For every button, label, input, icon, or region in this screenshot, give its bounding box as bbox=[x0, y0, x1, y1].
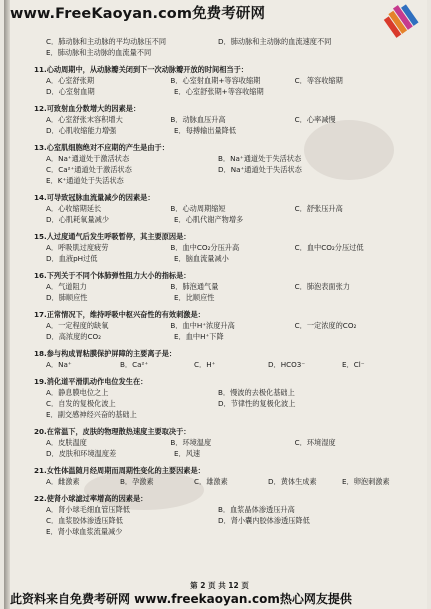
answer-option: A．皮肤温度 bbox=[46, 438, 87, 447]
answer-option: A．一定程度的缺氧 bbox=[46, 321, 109, 330]
answer-option: B．Ca²⁺ bbox=[120, 360, 149, 369]
answer-option: B．孕激素 bbox=[120, 477, 154, 486]
answer-option: E．卵泡刺激素 bbox=[342, 477, 390, 486]
answer-option: A．Na⁺ bbox=[46, 360, 72, 369]
question-stem: 22.使肾小球滤过率增高的因素是： bbox=[34, 494, 148, 503]
answer-option: A．Na⁺通道处于激活状态 bbox=[46, 154, 130, 163]
option-row bbox=[34, 281, 419, 292]
answer-option: A．心室舒张期 bbox=[46, 76, 95, 85]
answer-option: D．高浓度的CO₂ bbox=[46, 332, 102, 341]
answer-option: B．心室射血期+等容收缩期 bbox=[170, 76, 261, 85]
answer-option: E．肾小球血浆流量减少 bbox=[46, 527, 123, 536]
option-row bbox=[34, 526, 419, 537]
answer-option: B．血浆晶体渗透压升高 bbox=[218, 505, 295, 514]
answer-option: D．肾小囊内胶体渗透压降低 bbox=[218, 516, 310, 525]
exam-page bbox=[4, 0, 427, 609]
question-block bbox=[34, 493, 419, 537]
answer-option: D．Na⁺通道处于失活状态 bbox=[218, 165, 302, 174]
question-stem: 16.下列关于不同个体肺弹性阻力大小的指标是： bbox=[34, 271, 191, 280]
answer-option: E．比顺应性 bbox=[174, 293, 215, 302]
answer-option: C．等容收缩期 bbox=[294, 76, 343, 85]
answer-option: A．心室舒张末容积增大 bbox=[46, 115, 123, 124]
question-block bbox=[34, 465, 419, 487]
option-row bbox=[34, 409, 419, 420]
header-watermark: www.FreeKaoyan.com免费考研网 bbox=[10, 6, 266, 22]
question-stem: 11.心动周期中，从动脉瓣关闭到下一次动脉瓣开放的时间相当于： bbox=[34, 65, 248, 74]
answer-option: E．心肌代谢产物增多 bbox=[174, 215, 244, 224]
question-block bbox=[34, 348, 419, 370]
question-stem: 21.女性体温随月经周期而周期性变化的主要因素是： bbox=[34, 466, 205, 475]
answer-option: E．K⁺通道处于失活状态 bbox=[46, 176, 124, 185]
page-number: 第 2 页 共 12 页 bbox=[190, 581, 249, 590]
question-block bbox=[34, 309, 419, 342]
answer-option: E．脑血流量减小 bbox=[174, 254, 229, 263]
option-row bbox=[34, 504, 419, 515]
answer-option: D．肺动脉和主动脉的血流速度不同 bbox=[218, 37, 332, 46]
answer-option: A．静息膜电位之上 bbox=[46, 388, 109, 397]
answer-option: D．黄体生成素 bbox=[268, 477, 317, 486]
option-row bbox=[34, 86, 419, 97]
question-block bbox=[34, 426, 419, 459]
answer-option: D．心肌收缩能力增强 bbox=[46, 126, 117, 135]
answer-option: B．Na⁺通道处于失活状态 bbox=[218, 154, 302, 163]
answer-option: E．风速 bbox=[174, 449, 201, 458]
question-block bbox=[34, 36, 419, 58]
option-row bbox=[34, 75, 419, 86]
question-stem: 17.正常情况下，维持呼吸中枢兴奋性的有效刺激是： bbox=[34, 310, 205, 319]
option-row bbox=[34, 476, 419, 487]
question-stem: 15.人过度通气后发生呼吸暂停，其主要原因是： bbox=[34, 232, 191, 241]
question-list bbox=[34, 36, 419, 543]
answer-option: C．肺动脉和主动脉的平均动脉压不同 bbox=[46, 37, 167, 46]
answer-option: E．Cl⁻ bbox=[342, 360, 365, 369]
answer-option: A．气道阻力 bbox=[46, 282, 87, 291]
answer-option: A．心收缩期延长 bbox=[46, 204, 102, 213]
answer-option: E．血中H⁺下降 bbox=[174, 332, 224, 341]
answer-option: A．肾小球毛细血管压降低 bbox=[46, 505, 130, 514]
footer-watermark: 此资料来自免费考研网 www.freekaoyan.com热心网友提供 bbox=[10, 592, 352, 606]
question-stem: 12.可致射血分数增大的因素是： bbox=[34, 104, 141, 113]
answer-option: B．血中H⁺浓度升高 bbox=[170, 321, 235, 330]
answer-option: B．环境温度 bbox=[170, 438, 212, 447]
question-stem: 14.可导致冠脉血流量减少的因素是： bbox=[34, 193, 155, 202]
answer-option: D．HCO3⁻ bbox=[268, 360, 306, 369]
answer-option: D．节律性的复极化波上 bbox=[218, 399, 296, 408]
option-row bbox=[34, 292, 419, 303]
answer-option: D．皮肤和环境温度差 bbox=[46, 449, 117, 458]
answer-option: E．每搏输出量降低 bbox=[174, 126, 237, 135]
option-row bbox=[34, 331, 419, 342]
answer-option: C．肺泡表面张力 bbox=[294, 282, 350, 291]
answer-option: C．环境湿度 bbox=[294, 438, 336, 447]
option-row bbox=[34, 242, 419, 253]
answer-option: E．心室舒张期+等容收缩期 bbox=[174, 87, 264, 96]
answer-option: C．Ca²⁺通道处于激活状态 bbox=[46, 165, 132, 174]
answer-option: D．心室射血期 bbox=[46, 87, 95, 96]
option-row bbox=[34, 175, 419, 186]
question-block bbox=[34, 231, 419, 264]
option-row bbox=[34, 153, 419, 164]
question-stem: 19.消化道平滑肌动作电位发生在： bbox=[34, 377, 148, 386]
answer-option: A．雌激素 bbox=[46, 477, 80, 486]
answer-option: B．血中CO₂分压升高 bbox=[170, 243, 240, 252]
answer-option: C．自发的复极化波上 bbox=[46, 399, 116, 408]
option-row bbox=[34, 515, 419, 526]
option-row bbox=[34, 114, 419, 125]
option-row bbox=[34, 47, 419, 58]
option-row bbox=[34, 398, 419, 409]
option-row bbox=[34, 203, 419, 214]
option-row bbox=[34, 253, 419, 264]
option-row bbox=[34, 36, 419, 47]
option-row bbox=[34, 387, 419, 398]
question-stem: 20.在常温下，皮肤的物理散热速度主要取决于： bbox=[34, 427, 191, 436]
option-row bbox=[34, 214, 419, 225]
option-row bbox=[34, 359, 419, 370]
scan-edge bbox=[4, 0, 10, 609]
answer-option: E．肺动脉和主动脉的血流量不同 bbox=[46, 48, 152, 57]
answer-option: B．动脉血压升高 bbox=[170, 115, 226, 124]
question-stem: 13.心室肌细胞绝对不应期的产生是由于： bbox=[34, 143, 169, 152]
answer-option: A．呼吸肌过度疲劳 bbox=[46, 243, 109, 252]
option-row bbox=[34, 437, 419, 448]
question-block bbox=[34, 270, 419, 303]
answer-option: C．血浆胶体渗透压降低 bbox=[46, 516, 123, 525]
option-row bbox=[34, 320, 419, 331]
answer-option: C．血中CO₂分压过低 bbox=[294, 243, 364, 252]
answer-option: C．雄激素 bbox=[194, 477, 228, 486]
site-logo-icon bbox=[383, 2, 419, 38]
answer-option: D．肺顺应性 bbox=[46, 293, 88, 302]
answer-option: C．心率减慢 bbox=[294, 115, 336, 124]
answer-option: B．心动周期缩短 bbox=[170, 204, 226, 213]
answer-option: C．舒张压升高 bbox=[294, 204, 343, 213]
answer-option: D．血液pH过低 bbox=[46, 254, 98, 263]
question-block bbox=[34, 376, 419, 420]
question-stem: 18.参与构成胃粘膜保护屏障的主要离子是： bbox=[34, 349, 177, 358]
answer-option: C．H⁺ bbox=[194, 360, 216, 369]
question-block bbox=[34, 103, 419, 136]
option-row bbox=[34, 164, 419, 175]
question-block bbox=[34, 192, 419, 225]
option-row bbox=[34, 125, 419, 136]
answer-option: B．肺泡通气量 bbox=[170, 282, 219, 291]
answer-option: E．副交感神经兴奋的基础上 bbox=[46, 410, 137, 419]
answer-option: C．一定浓度的CO₂ bbox=[294, 321, 357, 330]
option-row bbox=[34, 448, 419, 459]
question-block bbox=[34, 64, 419, 97]
question-block bbox=[34, 142, 419, 186]
answer-option: D．心肌耗氧量减少 bbox=[46, 215, 110, 224]
answer-option: B．慢波的去极化基础上 bbox=[218, 388, 295, 397]
